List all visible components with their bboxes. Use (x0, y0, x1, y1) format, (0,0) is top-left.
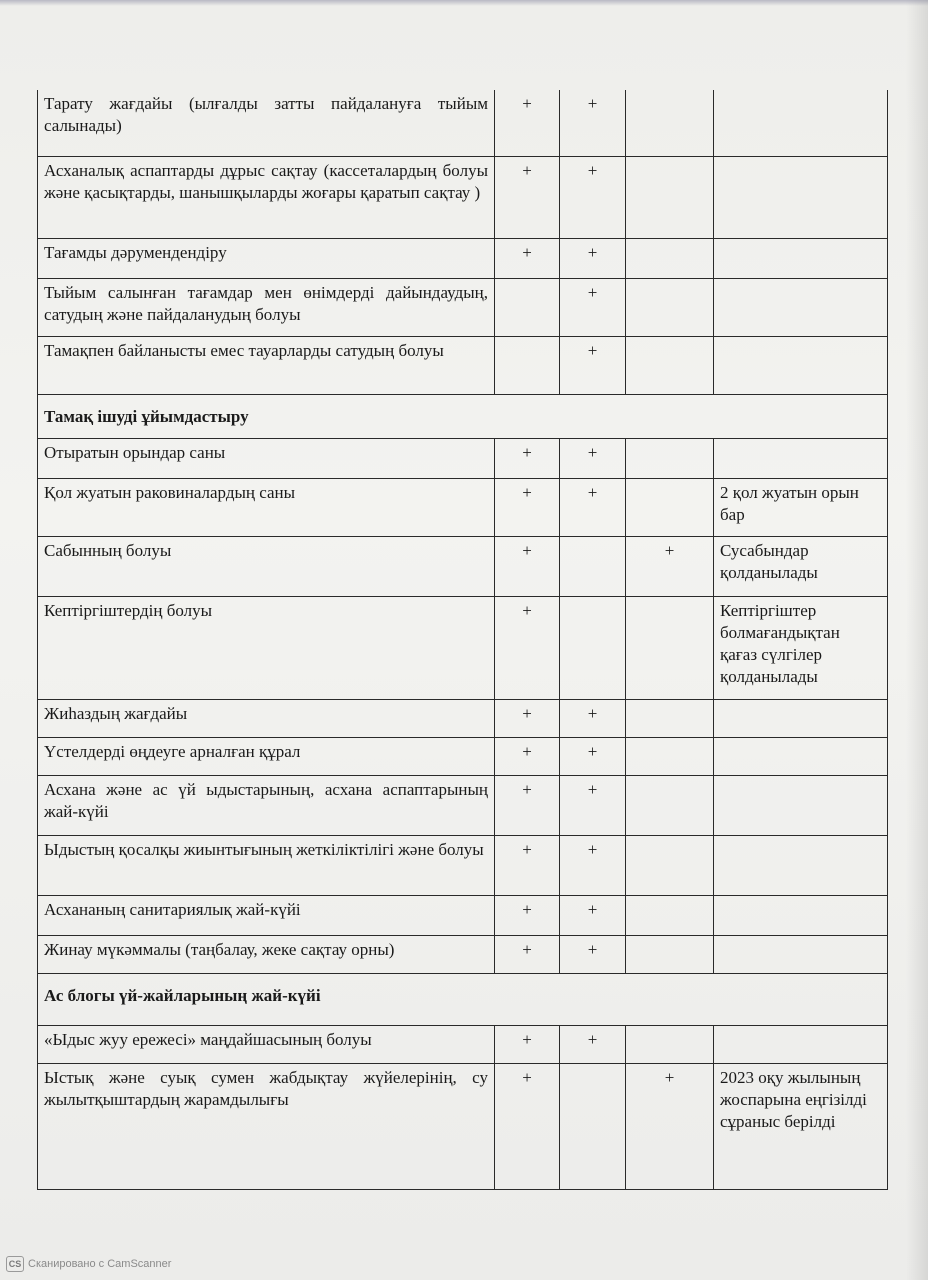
table-row (38, 1025, 888, 1063)
mark-cell-3: + (626, 1063, 714, 1189)
mark-cell-3 (626, 775, 714, 835)
note-cell: Кептіргіштер болмағандықтан қағаз сүлгілер қолданылады (714, 596, 888, 699)
mark-cell-1: + (495, 156, 560, 238)
item-name-cell: Үстелдерді өңдеуге арналған құрал (38, 737, 495, 775)
mark-cell-2: + (560, 438, 626, 478)
table-row (38, 536, 888, 596)
table-row (38, 336, 888, 394)
mark-cell-2: + (560, 835, 626, 895)
mark-cell-2: + (560, 336, 626, 394)
mark-cell-1: + (495, 699, 560, 737)
table-row (38, 90, 888, 156)
camscanner-logo-icon: CS (6, 1256, 24, 1272)
mark-cell-3 (626, 156, 714, 238)
mark-cell-3 (626, 596, 714, 699)
table-row (38, 699, 888, 737)
note-cell (714, 699, 888, 737)
item-name-cell: Тамақпен байланысты емес тауарларды сатудың болуы (38, 336, 495, 394)
mark-cell-2: + (560, 935, 626, 973)
table-row (38, 935, 888, 973)
mark-cell-3 (626, 895, 714, 935)
mark-cell-2 (560, 596, 626, 699)
mark-cell-1 (495, 278, 560, 336)
section-title: Тамақ ішуді ұйымдастыру (38, 394, 888, 438)
mark-cell-3 (626, 278, 714, 336)
note-cell (714, 935, 888, 973)
note-cell (714, 835, 888, 895)
item-name-cell: Тағамды дәрумендендіру (38, 238, 495, 278)
item-name-cell: Кептіргіштердің болуы (38, 596, 495, 699)
note-cell (714, 1025, 888, 1063)
mark-cell-3 (626, 935, 714, 973)
scanner-footer (6, 1256, 171, 1272)
mark-cell-1: + (495, 737, 560, 775)
mark-cell-2: + (560, 278, 626, 336)
mark-cell-2: + (560, 737, 626, 775)
mark-cell-1: + (495, 935, 560, 973)
item-name-cell: «Ыдыс жуу ережесі» маңдайшасының болуы (38, 1025, 495, 1063)
mark-cell-1: + (495, 90, 560, 156)
item-name-cell: Отыратын орындар саны (38, 438, 495, 478)
table-row (38, 238, 888, 278)
note-cell (714, 775, 888, 835)
mark-cell-3 (626, 478, 714, 536)
table-row (38, 438, 888, 478)
section-header-row (38, 394, 888, 438)
item-name-cell: Жинау мүкәммалы (таңбалау, жеке сақтау орны) (38, 935, 495, 973)
page-right-edge (906, 0, 928, 1280)
mark-cell-2 (560, 536, 626, 596)
note-cell (714, 737, 888, 775)
section-header-row (38, 973, 888, 1025)
mark-cell-1: + (495, 478, 560, 536)
note-cell (714, 278, 888, 336)
note-cell (714, 438, 888, 478)
table-row (38, 156, 888, 238)
mark-cell-2: + (560, 775, 626, 835)
mark-cell-1: + (495, 438, 560, 478)
item-name-cell: Тарату жағдайы (ылғалды затты пайдалануға тыйым салынады) (38, 90, 495, 156)
mark-cell-1 (495, 336, 560, 394)
mark-cell-1: + (495, 775, 560, 835)
mark-cell-2: + (560, 1025, 626, 1063)
mark-cell-3 (626, 699, 714, 737)
scanner-footer-text: Сканировано с CamScanner (28, 1258, 172, 1270)
note-cell (714, 336, 888, 394)
note-cell (714, 156, 888, 238)
note-cell: 2023 оқу жылының жоспарына еңгізілді сұраныс берілді (714, 1063, 888, 1189)
item-name-cell: Асхананың санитариялық жай-күйі (38, 895, 495, 935)
note-cell (714, 90, 888, 156)
note-cell: 2 қол жуатын орын бар (714, 478, 888, 536)
mark-cell-3 (626, 835, 714, 895)
mark-cell-2: + (560, 478, 626, 536)
item-name-cell: Асхана және ас үй ыдыстарының, асхана аспаптарының жай-күйі (38, 775, 495, 835)
page-top-edge (0, 0, 928, 6)
mark-cell-3 (626, 336, 714, 394)
mark-cell-3 (626, 737, 714, 775)
note-cell (714, 238, 888, 278)
table-row (38, 1063, 888, 1189)
note-cell (714, 895, 888, 935)
mark-cell-1: + (495, 895, 560, 935)
table-row (38, 478, 888, 536)
note-cell: Сусабындар қолданылады (714, 536, 888, 596)
item-name-cell: Тыйым салынған тағамдар мен өнімдерді дайындаудың, сатудың және пайдаланудың болуы (38, 278, 495, 336)
item-name-cell: Қол жуатын раковиналардың саны (38, 478, 495, 536)
table-row (38, 278, 888, 336)
item-name-cell: Сабынның болуы (38, 536, 495, 596)
table-row (38, 596, 888, 699)
checklist-table-body (38, 90, 888, 1189)
mark-cell-2: + (560, 699, 626, 737)
table-row (38, 737, 888, 775)
mark-cell-3 (626, 438, 714, 478)
mark-cell-3 (626, 238, 714, 278)
mark-cell-1: + (495, 536, 560, 596)
item-name-cell: Жиһаздың жағдайы (38, 699, 495, 737)
checklist-table (37, 90, 888, 1190)
mark-cell-2: + (560, 895, 626, 935)
table-row (38, 835, 888, 895)
mark-cell-1: + (495, 1025, 560, 1063)
section-title: Ас блогы үй-жайларының жай-күйі (38, 973, 888, 1025)
mark-cell-3 (626, 1025, 714, 1063)
mark-cell-3: + (626, 536, 714, 596)
table-row (38, 775, 888, 835)
item-name-cell: Асханалық аспаптарды дұрыс сақтау (кассеталардың болуы және қасықтарды, шанышқыларды жоғары қаратып сақтау ) (38, 156, 495, 238)
mark-cell-2: + (560, 90, 626, 156)
mark-cell-1: + (495, 1063, 560, 1189)
mark-cell-1: + (495, 596, 560, 699)
mark-cell-3 (626, 90, 714, 156)
table-row (38, 895, 888, 935)
mark-cell-2 (560, 1063, 626, 1189)
mark-cell-1: + (495, 238, 560, 278)
mark-cell-2: + (560, 238, 626, 278)
item-name-cell: Ыдыстың қосалқы жиынтығының жеткіліктілігі және болуы (38, 835, 495, 895)
item-name-cell: Ыстық және суық сумен жабдықтау жүйелерінің, су жылытқыштардың жарамдылығы (38, 1063, 495, 1189)
mark-cell-2: + (560, 156, 626, 238)
mark-cell-1: + (495, 835, 560, 895)
